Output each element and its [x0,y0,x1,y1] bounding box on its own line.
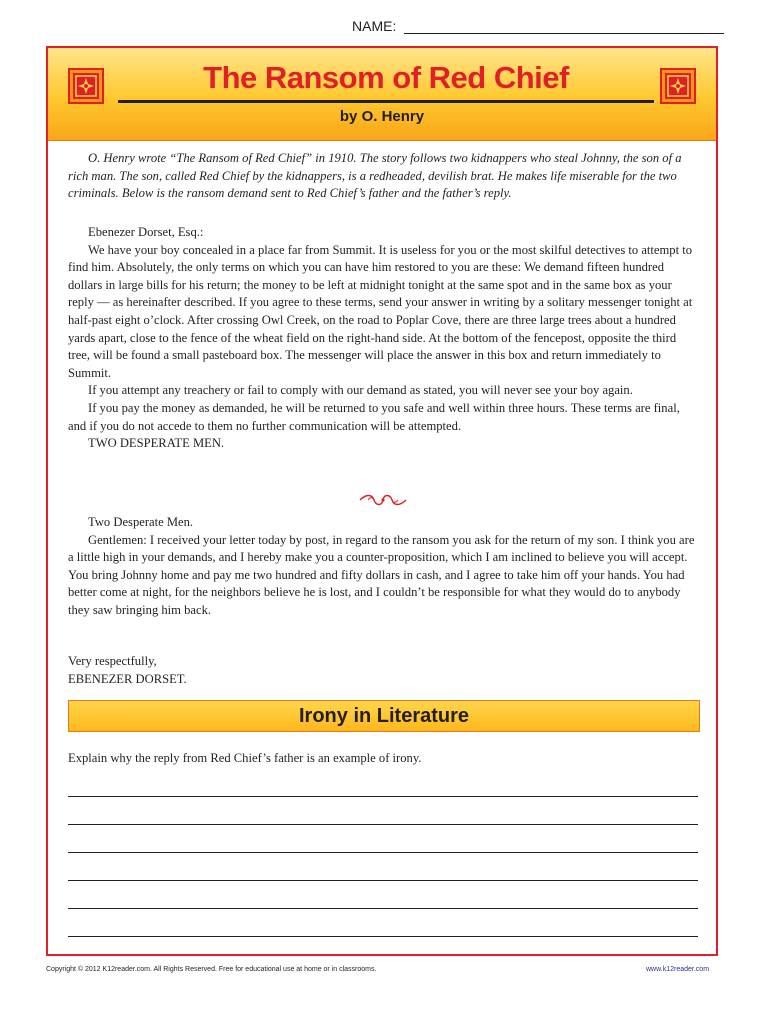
page-title: The Ransom of Red Chief [203,60,569,95]
reply-closing: Very respectfully, [68,654,157,668]
worksheet-frame [46,46,718,956]
answer-line-6[interactable] [68,936,698,937]
reply-salutation: Two Desperate Men. [88,515,194,529]
answer-line-1[interactable] [68,796,698,797]
ransom-salutation: Ebenezer Dorset, Esq.: [88,225,204,239]
flourish-divider-icon [358,492,408,508]
right-ornament-icon [660,68,696,104]
irony-section-banner [68,700,700,732]
ransom-letter [68,224,698,453]
author-byline: by O. Henry [339,108,425,125]
title-underline [118,100,654,103]
ransom-paragraph: If you attempt any treachery or fail to comply with our demand as stated, you will never see your boy again. [88,383,633,398]
ransom-signature: TWO DESPERATE MEN. [88,436,225,451]
intro-paragraph: O. Henry wrote “The Ransom of Red Chief” in 1910. The story follows two kidnappers who steal Johnny, the son of a rich man. The son, called Red Chief by the kidnappers, is a redheaded, devilish brat. He makes life miserable for the two criminals. Below is the ransom demand sent to Red Chief’s father and the father’s reply. [68,151,682,201]
reply-signoff [68,653,468,688]
irony-section-title: Irony in Literature [298,705,470,727]
name-write-line[interactable] [404,33,724,34]
reply-signature: EBENEZER DORSET. [68,671,187,686]
name-label: NAME: [352,18,397,34]
reply-letter [68,514,698,620]
copyright-notice: Copyright © 2012 K12reader.com. All Rights Reserved. Free for educational use at home or in classrooms. [46,966,377,973]
answer-line-3[interactable] [68,852,698,853]
answer-line-5[interactable] [68,908,698,909]
left-ornament-icon [68,68,104,104]
answer-line-2[interactable] [68,824,698,825]
website-link[interactable]: www.k12reader.com [646,966,710,973]
title-area [118,56,654,104]
ransom-paragraph: We have your boy concealed in a place far from Summit. It is useless for you or the most skilful detectives to attempt to find him. Absolutely, the only terms on which you can have him restored to you are these: We demand fifteen hundred dollars in large bills for his return; the money to be left at midnight tonight at the same spot and in the same box as your reply — as hereinafter described. If you agree to these terms, send your answer in writing by a solitary messenger tonight at half-past eight o’clock. After crossing Owl Creek, on the road to Poplar Cove, there are three large trees about a hundred yards apart, close to the fence of the wheat field on the right-hand side. At the bottom of the fencepost, opposite the third tree, will be found a small pasteboard box. The messenger will place the answer in this box and return immediately to Summit. [68,242,693,380]
answer-line-4[interactable] [68,880,698,881]
irony-question: Explain why the reply from Red Chief’s father is an example of irony. [68,751,422,765]
ransom-paragraph: If you pay the money as demanded, he will be returned to you safe and well within three hours. These terms are final, and if you do not accede to them no further communication will be attempted. [68,400,680,433]
reply-paragraph: Gentlemen: I received your letter today by post, in regard to the ransom you ask for the return of my son. I think you are a little high in your demands, and I hereby make you a counter-proposition, which I am inclined to believe you will accept. You bring Johnny home and pay me two hundred and fifty dollars in cash, and I agree to take him off your hands. You had better come at night, for the neighbors believe he is lost, and I couldn’t be responsible for what they would do to anybody they saw bringing him back. [68,532,695,617]
title-banner [48,48,716,141]
name-field[interactable] [352,18,724,40]
